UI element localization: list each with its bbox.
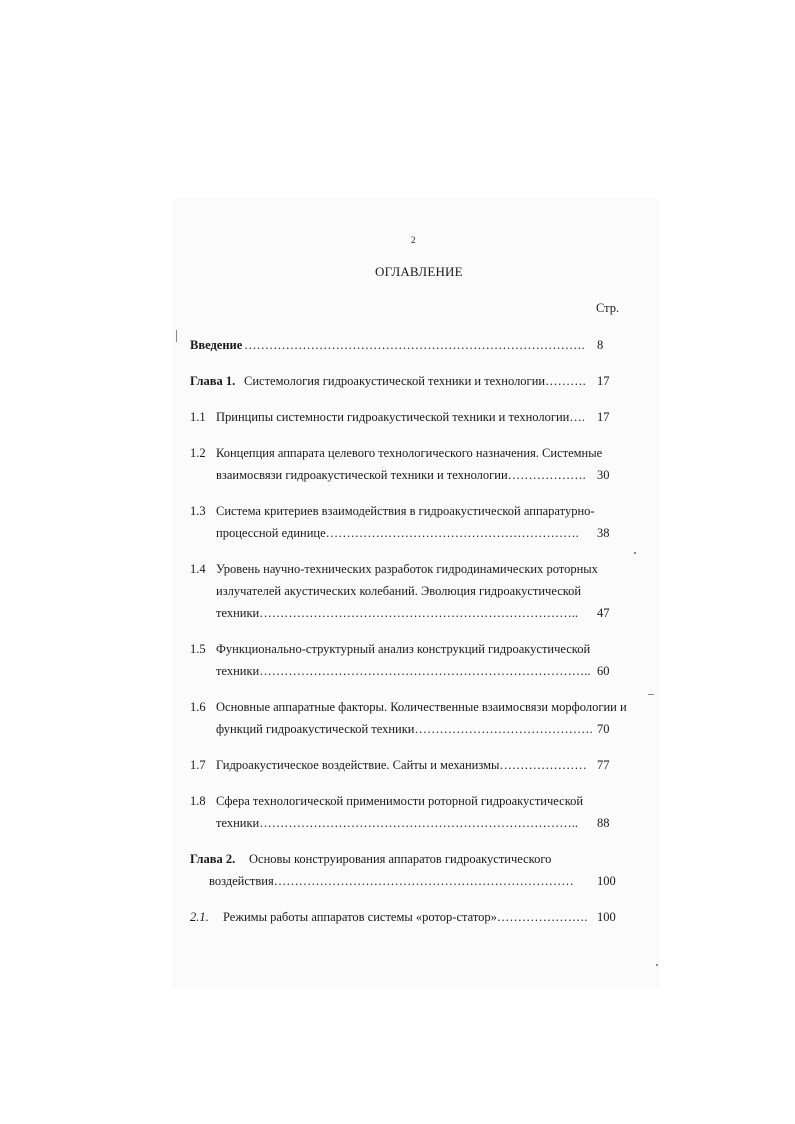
toc-intro-label[interactable]: Введение	[190, 338, 243, 352]
toc-s1-4-page: 47	[597, 606, 610, 620]
toc-s1-1-title[interactable]: Принципы системности гидроакустической техники и технологии….	[216, 410, 585, 424]
toc-s1-7-title[interactable]: Гидроакустическое воздействие. Сайты и механизмы…………………	[216, 758, 587, 772]
toc-s1-8-num: 1.8	[190, 794, 206, 808]
toc-s1-6-num: 1.6	[190, 700, 206, 714]
toc-s1-2-title-line2[interactable]: взаимосвязи гидроакустической техники и технологии……………….	[216, 468, 586, 482]
toc-s1-5-title-line2[interactable]: техники……………………………………………………………………..	[216, 664, 591, 678]
toc-ch2-label[interactable]: Глава 2.	[190, 852, 236, 866]
page-column-header: Стр.	[596, 301, 620, 315]
toc-s1-8-title-line2[interactable]: техники…………………………………………………………………..	[216, 816, 578, 830]
toc-s1-8-title-line1[interactable]: Сфера технологической применимости роторной гидроакустической	[216, 794, 584, 808]
toc-s1-8-page: 88	[597, 816, 610, 830]
toc-ch1-label[interactable]: Глава 1.	[190, 374, 236, 388]
toc-ch2-page: 100	[597, 874, 616, 888]
toc-ch2-title-line1[interactable]: Основы конструирования аппаратов гидроакустического	[249, 852, 552, 866]
scan-speck	[656, 964, 658, 966]
toc-s1-6-title-line2[interactable]: функций гидроакустической техники…………………………………….	[216, 722, 593, 736]
page-title: ОГЛАВЛЕНИЕ	[375, 264, 463, 279]
toc-s1-2-title-line1[interactable]: Концепция аппарата целевого технологического назначения. Системные	[216, 446, 603, 460]
toc-s1-1-num: 1.1	[190, 410, 206, 424]
toc-s1-6-title-line1[interactable]: Основные аппаратные факторы. Количественные взаимосвязи морфологии и	[216, 700, 627, 714]
scan-speck	[634, 552, 636, 554]
toc-ch2-title-line2[interactable]: воздействия………………………………………………………………	[209, 874, 574, 888]
toc-s1-4-num: 1.4	[190, 562, 206, 576]
toc-s1-5-num: 1.5	[190, 642, 206, 656]
toc-s1-4-title-line2[interactable]: излучателей акустических колебаний. Эволюция гидроакустической	[216, 584, 582, 598]
toc-intro-leader: ……………………………………………………………………….	[244, 338, 585, 352]
toc-s1-2-page: 30	[597, 468, 610, 482]
scan-speck	[648, 694, 654, 695]
toc-s2-1-page: 100	[597, 910, 616, 924]
toc-s1-3-title-line1[interactable]: Система критериев взаимодействия в гидроакустической аппаратурно-	[216, 504, 595, 518]
toc-s1-5-page: 60	[597, 664, 610, 678]
toc-s1-5-title-line1[interactable]: Функционально-структурный анализ конструкций гидроакустической	[216, 642, 591, 656]
toc-intro-page: 8	[597, 338, 604, 352]
toc-s2-1-num: 2.1.	[190, 910, 209, 924]
toc-s1-2-num: 1.2	[190, 446, 206, 460]
toc-s1-7-num: 1.7	[190, 758, 206, 772]
page-number: 2	[411, 235, 416, 245]
toc-s1-7-page: 77	[597, 758, 610, 772]
toc-s1-3-title-line2[interactable]: процессной единице…………………………………………………….	[216, 526, 579, 540]
toc-ch1-title[interactable]: Системология гидроакустической техники и технологии……….	[244, 374, 586, 388]
toc-s2-1-title[interactable]: Режимы работы аппаратов системы «ротор-статор»………………….	[223, 910, 588, 924]
toc-s1-4-title-line1[interactable]: Уровень научно-технических разработок гидродинамических роторных	[216, 562, 598, 576]
toc-s1-1-page: 17	[597, 410, 610, 424]
scan-speck	[176, 330, 177, 342]
toc-ch1-page: 17	[597, 374, 610, 388]
toc-s1-3-page: 38	[597, 526, 610, 540]
toc-s1-4-title-line3[interactable]: техники…………………………………………………………………..	[216, 606, 578, 620]
toc-s1-6-page: 70	[597, 722, 610, 736]
toc-s1-3-num: 1.3	[190, 504, 206, 518]
